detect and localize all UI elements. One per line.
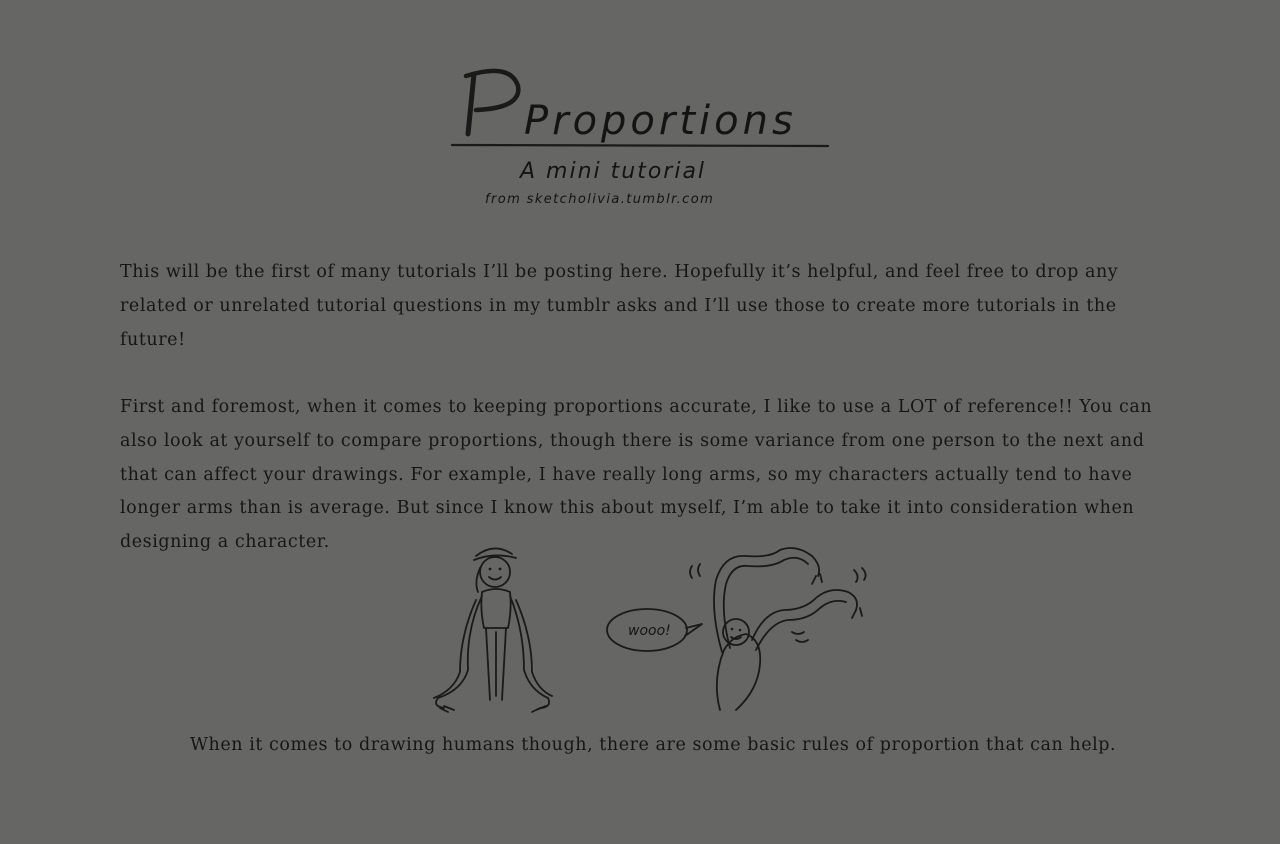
speech-bubble-text: wooo! xyxy=(628,623,671,639)
speech-bubble xyxy=(607,609,702,651)
title-svg xyxy=(440,56,840,216)
subtitle-text: A mini tutorial xyxy=(520,159,707,184)
title-lettering xyxy=(440,56,840,216)
title-text: Proportions xyxy=(524,98,797,144)
reference-paragraph: First and foremost, when it comes to keeping proportions accurate, I like to use a LOT of reference!! You can also look at yourself to compare proportions, though there is some variance from one person to the next and that can affect your drawings. For example, I have really long arms, so my characters actually tend to have longer arms than is average. But since I know this about myself, I’m able to take it into consideration when designing a character. xyxy=(120,397,1153,553)
illustration-svg xyxy=(420,540,880,720)
figure-flailing-arms xyxy=(690,548,866,710)
figure-long-arms xyxy=(434,548,552,712)
closing-paragraph: When it comes to drawing humans though, there are some basic rules of proportion that can help. xyxy=(190,735,1117,755)
credit-text: from sketcholivia.tumblr.com xyxy=(485,192,715,207)
intro-paragraph: This will be the first of many tutorials I’ll be posting here. Hopefully it’s helpful, and feel free to drop any related or unrelated tutorial questions in my tumblr asks and I’ll use those to create more tutorials in the future! xyxy=(120,262,1119,350)
illustration xyxy=(420,540,880,720)
